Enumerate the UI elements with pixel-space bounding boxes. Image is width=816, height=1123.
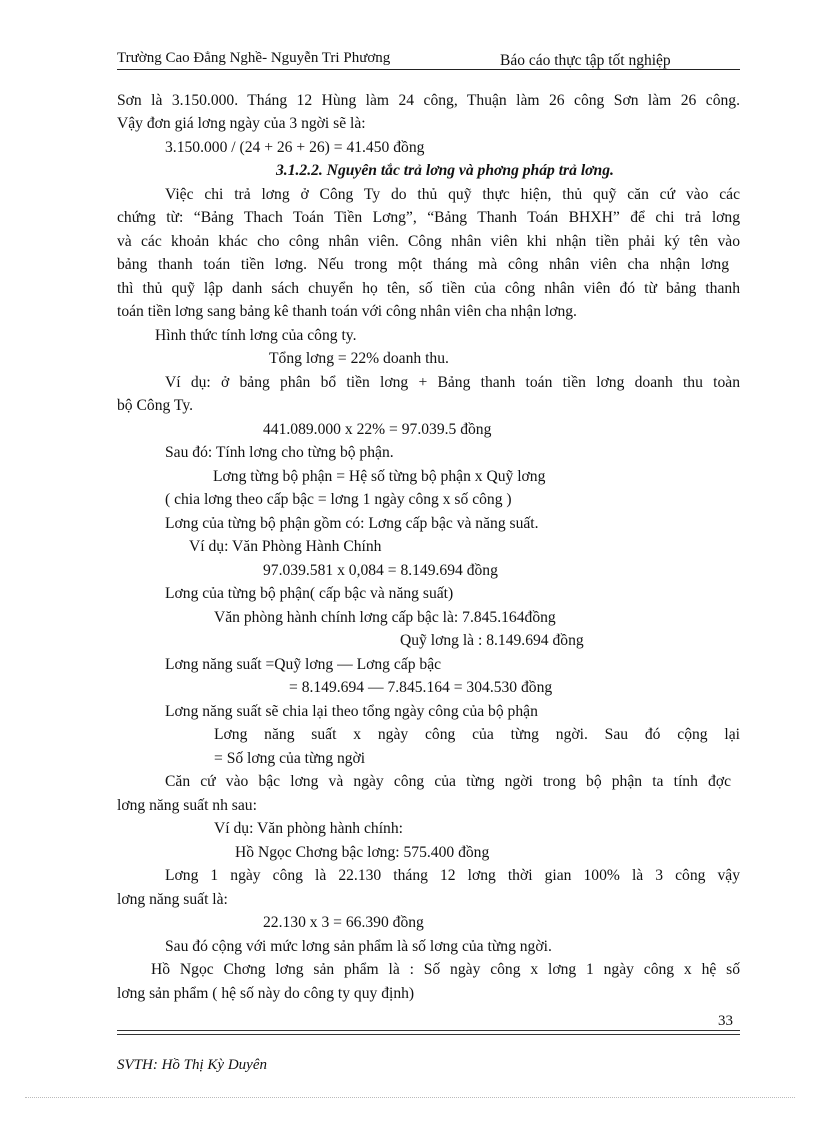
- footer-author: SVTH: Hồ Thị Kỳ Duyên: [117, 1057, 267, 1073]
- body-line: Hồ Ngọc Chơng bậc lơng: 575.400 đồng: [235, 844, 490, 861]
- body-line: lơng năng suất là:: [117, 891, 228, 908]
- body-line: Tổng lơng = 22% doanh thu.: [269, 350, 449, 367]
- body-line: lơng sản phẩm ( hệ số này do công ty quy định): [117, 985, 415, 1002]
- body-line: bộ Công Ty.: [117, 397, 194, 414]
- body-line: Sau đó: Tính lơng cho từng bộ phận.: [165, 444, 394, 461]
- body-line: Lơng từng bộ phận = Hệ số từng bộ phận x Quỹ lơng: [213, 468, 546, 485]
- body-line: Việc chi trả lơng ở Công Ty do thủ quỹ thực hiện, thủ quỹ căn cứ vào các: [165, 186, 740, 203]
- body-line: Lơng của từng bộ phận gồm có: Lơng cấp bậc và năng suất.: [165, 515, 539, 532]
- body-line: Văn phòng hành chính lơng cấp bậc là: 7.845.164đồng: [214, 609, 556, 626]
- body-line: thì thủ quỹ lập danh sách chuyển họ tên, số tiền của công nhân viên đó từ bảng thanh: [117, 280, 740, 297]
- body-line: = 8.149.694 — 7.845.164 = 304.530 đồng: [289, 679, 553, 696]
- body-line: Hình thức tính lơng của công ty.: [155, 327, 357, 344]
- body-line: Lơng 1 ngày công là 22.130 tháng 12 lơng thời gian 100% là 3 công vậy: [165, 867, 740, 884]
- body-line: 22.130 x 3 = 66.390 đồng: [263, 914, 424, 931]
- body-line: Ví dụ: Văn phòng hành chính:: [214, 820, 403, 837]
- body-line: Lơng năng suất sẽ chia lại theo tổng ngày công của bộ phận: [165, 703, 538, 720]
- body-line: Hồ Ngọc Chơng lơng sản phẩm là : Số ngày công x lơng 1 ngày công x hệ số: [151, 961, 740, 978]
- header-divider: [117, 69, 740, 70]
- body-line: 441.089.000 x 22% = 97.039.5 đồng: [263, 421, 492, 438]
- footer-divider: [117, 1030, 740, 1031]
- body-line: 3.150.000 / (24 + 26 + 26) = 41.450 đồng: [165, 139, 425, 156]
- body-line: Sau đó cộng với mức lơng sản phẩm là số lơng của từng ngời.: [165, 938, 552, 955]
- body-line: Lơng của từng bộ phận( cấp bậc và năng suất): [165, 585, 454, 602]
- section-heading: 3.1.2.2. Nguyên tắc trả lơng và phơng pháp trả lơng.: [276, 162, 614, 179]
- body-line: lơng năng suất nh sau:: [117, 797, 257, 814]
- page-edge-dotted-line: [25, 1097, 795, 1098]
- footer-divider: [117, 1034, 740, 1035]
- body-line: toán tiền lơng sang bảng kê thanh toán với công nhân viên cha nhận lơng.: [117, 303, 577, 320]
- page-number: 33: [718, 1013, 733, 1029]
- body-line: = Số lơng của từng ngời: [214, 750, 366, 767]
- body-line: ( chia lơng theo cấp bậc = lơng 1 ngày công x số công ): [165, 491, 512, 508]
- body-line: Quỹ lơng là : 8.149.694 đồng: [400, 632, 584, 649]
- body-line: Căn cứ vào bậc lơng và ngày công của từng ngời trong bộ phận ta tính đợc: [165, 773, 731, 790]
- body-line: chứng từ: “Bảng Thach Toán Tiền Lơng”, “Bảng Thanh Toán BHXH” để chi trả lơng: [117, 209, 740, 226]
- body-line: và các khoản khác cho công nhân viên. Công nhân viên khi nhận tiền phải ký tên vào: [117, 233, 740, 250]
- body-line: Ví dụ: ở bảng phân bổ tiền lơng + Bảng thanh toán tiền lơng doanh thu toàn: [165, 374, 740, 391]
- body-line: 97.039.581 x 0,084 = 8.149.694 đồng: [263, 562, 498, 579]
- body-line: bảng thanh toán tiền lơng. Nếu trong một tháng mà công nhân viên cha nhận lơng: [117, 256, 729, 273]
- header-report-title: Báo cáo thực tập tốt nghiệp: [500, 52, 671, 69]
- body-line: Sơn là 3.150.000. Tháng 12 Hùng làm 24 công, Thuận làm 26 công Sơn làm 26 công.: [117, 92, 740, 109]
- body-line: Lơng năng suất x ngày công của từng ngời. Sau đó cộng lại: [214, 726, 740, 743]
- body-line: Vậy đơn giá lơng ngày của 3 ngời sẽ là:: [117, 115, 366, 132]
- header-school-name: Trường Cao Đẳng Nghề- Nguyễn Tri Phương: [117, 50, 391, 66]
- body-line: Lơng năng suất =Quỹ lơng — Lơng cấp bậc: [165, 656, 442, 673]
- body-line: Ví dụ: Văn Phòng Hành Chính: [189, 538, 382, 555]
